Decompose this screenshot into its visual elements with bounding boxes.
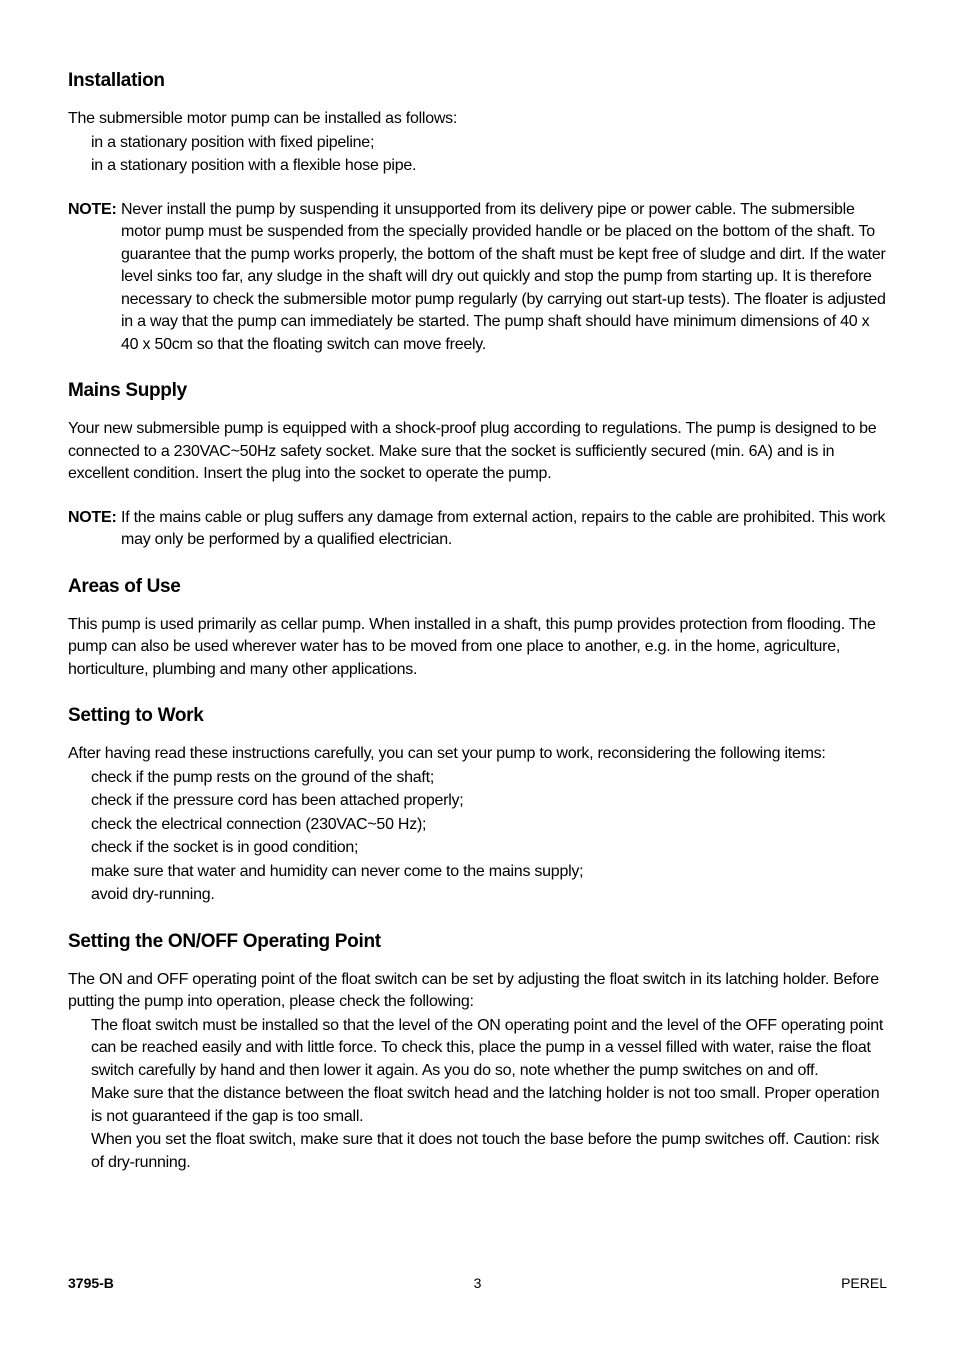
page-content bbox=[68, 68, 888, 1174]
areas-of-use-text: This pump is used primarily as cellar pump. When installed in a shaft, this pump provides protection from flooding. The pump can also be used wherever water has to be moved from one place to another, e.g. in the home, agriculture, horticulture, plumbing and many other applications. bbox=[68, 615, 876, 678]
installation-note bbox=[68, 199, 888, 357]
list-item: Make sure that the distance between the float switch head and the latching holder is not too small. Proper operation is not guaranteed if the gap is too small. bbox=[91, 1085, 880, 1125]
list-item: check if the socket is in good condition; bbox=[91, 839, 359, 856]
list-item: make sure that water and humidity can never come to the mains supply; bbox=[91, 862, 584, 880]
page-footer bbox=[68, 1273, 887, 1293]
list-item: in a stationary position with a flexible hose pipe. bbox=[91, 157, 417, 174]
list-item: check if the pump rests on the ground of the shaft; bbox=[91, 768, 435, 786]
operating-point-intro: The ON and OFF operating point of the float switch can be set by adjusting the float switch in its latching holder. Before putting the pump into operation, please check the following: bbox=[68, 970, 879, 1010]
list-item: check if the pressure cord has been attached properly; bbox=[91, 792, 464, 809]
operating-point-heading: Setting the ON/OFF Operating Point bbox=[68, 930, 381, 952]
installation-heading: Installation bbox=[68, 70, 165, 91]
note-label: NOTE: bbox=[68, 508, 117, 526]
mains-supply-heading: Mains Supply bbox=[68, 380, 187, 401]
list-item: check the electrical connection (230VAC~50 Hz); bbox=[91, 815, 427, 833]
brand-name: PEREL bbox=[841, 1275, 887, 1291]
note-text: If the mains cable or plug suffers any damage from external action, repairs to the cable are prohibited. This work may only be performed by a qualified electrician. bbox=[121, 508, 886, 548]
setting-to-work-intro: After having read these instructions carefully, you can set your pump to work, reconsidering the following items: bbox=[68, 745, 826, 762]
areas-of-use-heading: Areas of Use bbox=[68, 575, 181, 597]
mains-supply-note bbox=[68, 507, 888, 552]
list-item: avoid dry-running. bbox=[91, 886, 215, 903]
note-label: NOTE: bbox=[68, 200, 117, 218]
document-code: 3795-B bbox=[68, 1275, 114, 1291]
mains-supply-text: Your new submersible pump is equipped with a shock-proof plug according to regulations. The pump is designed to be connected to a 230VAC~50Hz safety socket. Make sure that the socket is sufficiently secured (min. 6A) and is in excellent condition. Insert the plug into the socket to operate the pump. bbox=[68, 420, 877, 482]
page-number: 3 bbox=[473, 1275, 482, 1291]
setting-to-work-heading: Setting to Work bbox=[68, 705, 204, 726]
list-item: When you set the float switch, make sure that it does not touch the base before the pump switches off. Caution: risk of dry-running. bbox=[91, 1131, 880, 1171]
list-item: The float switch must be installed so that the level of the ON operating point and the level of the OFF operating point can be reached easily and with little force. To check this, place the pump in a vessel filled with water, raise the float switch carefully by hand and then lower it again. As you do so, note whether the pump switches on and off. bbox=[91, 1016, 884, 1079]
list-item: in a stationary position with fixed pipeline; bbox=[91, 133, 375, 151]
installation-intro: The submersible motor pump can be installed as follows: bbox=[68, 110, 458, 127]
note-text: Never install the pump by suspending it unsupported from its delivery pipe or power cable. The submersible motor pump must be suspended from the specially provided handle or be placed on the bottom of the shaft. To guarantee that the pump works properly, the bottom of the shaft must be kept free of sludge and dirt. If the water level sinks too far, any sludge in the shaft will dry out quickly and stop the pump from starting up. It is therefore necessary to check the submersible motor pump regularly (by carrying out start-up tests). The floater is adjusted in a way that the pump can immediately be started. The pump shaft should have minimum dimensions of 40 x 40 x 50cm so that the floating switch can move freely. bbox=[121, 200, 886, 353]
